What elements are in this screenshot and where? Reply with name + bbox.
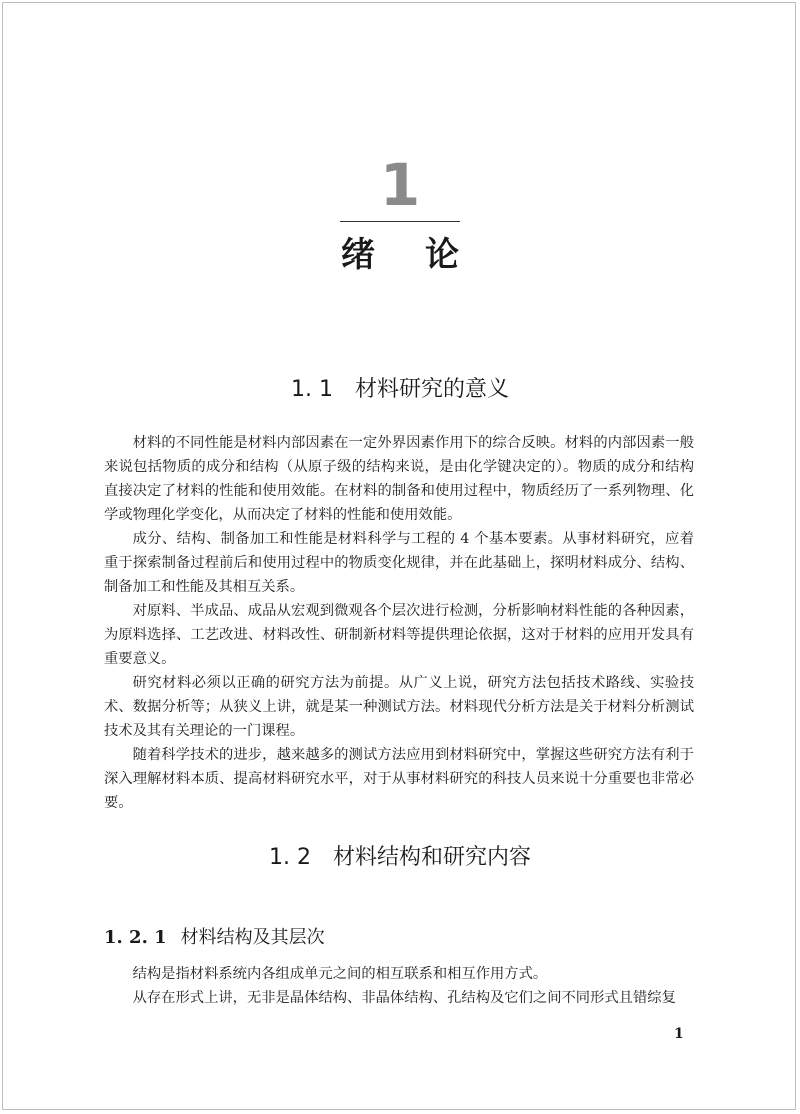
paragraph: 材料的不同性能是材料内部因素在一定外界因素作用下的综合反映。材料的内部因素一般来说包括物质的成分和结构（从原子级的结构来说，是由化学键决定的）。物质的成分和结构直接决定了材料的性能和使用效能。在材料的制备和使用过程中，物质经历了一系列物理、化学或物理化学变化，从而决定了材料的性能和使用效能。	[104, 435, 694, 523]
section-heading-1-2	[0, 843, 800, 873]
page-number: 1	[674, 1026, 684, 1042]
section-1-1-body	[104, 431, 694, 815]
paragraph: 结构是指材料系统内各组成单元之间的相互联系和相互作用方式。	[132, 966, 548, 982]
paragraph: 对原料、半成品、成品从宏观到微观各个层次进行检测，分析影响材料性能的各种因素，为原料选择、工艺改进、材料改性、研制新材料等提供理论依据，这对于材料的应用开发具有重要意义。	[104, 603, 694, 667]
chapter-title: 绪论	[341, 235, 509, 275]
paragraph: 随着科学技术的进步，越来越多的测试方法应用到材料研究中，掌握这些研究方法有利于深入理解材料本质、提高材料研究水平，对于从事材料研究的科技人员来说十分重要也非常必要。	[104, 747, 694, 811]
subsection-body	[104, 962, 694, 1010]
paragraph: 从存在形式上讲，无非是晶体结构、非晶体结构、孔结构及它们之间不同形式且错综复	[132, 990, 676, 1006]
paragraph: 成分、结构、制备加工和性能是材料科学与工程的 4 个基本要素。从事材料研究，应着重于探索制备过程前后和使用过程中的物质变化规律，并在此基础上，探明材料成分、结构、制备加工和性能及其相互关系。	[104, 531, 694, 595]
section-title: 材料结构和研究内容	[332, 845, 531, 870]
section-heading-1-1	[0, 375, 800, 405]
section-title: 材料研究的意义	[354, 377, 509, 402]
paragraph: 研究材料必须以正确的研究方法为前提。从广义上说，研究方法包括技术路线、实验技术、数据分析等；从狭义上讲，就是某一种测试方法。材料现代分析方法是关于材料分析测试技术及其有关理论的一门课程。	[104, 675, 694, 739]
subsection-number: 1. 2. 1	[104, 927, 167, 948]
section-number: 1. 1	[291, 377, 333, 402]
chapter-divider	[340, 221, 460, 222]
subsection-heading-1-2-1	[104, 925, 325, 951]
subsection-title: 材料结构及其层次	[180, 927, 325, 948]
chapter-number: 1	[379, 151, 421, 219]
section-number: 1. 2	[269, 845, 311, 870]
